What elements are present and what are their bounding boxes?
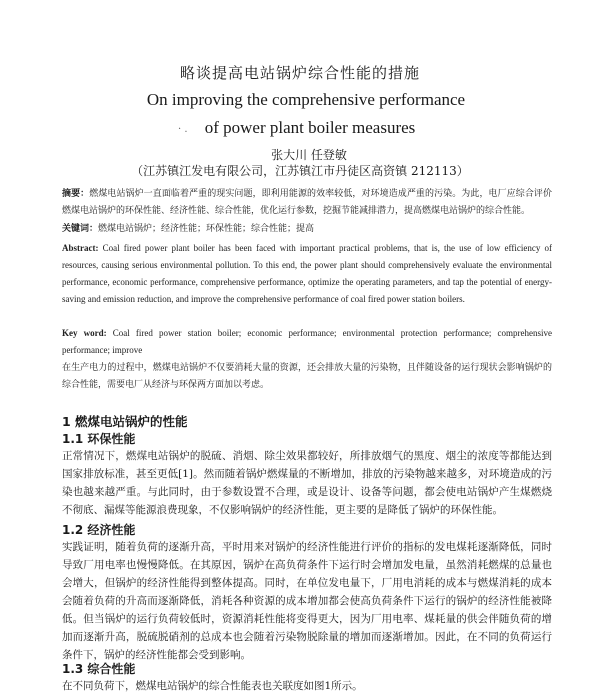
abstract-text: 燃煤电站锅炉一直面临着严重的现实问题，即利用能源的效率较低，对环境造成严重的污染。为此，电厂应综合评价燃煤电站锅炉的环保性能、经济性能、综合性能，优化运行参数，挖掘节能减排潜力，提高燃煤电站锅炉的综合性能。 <box>62 189 552 216</box>
keywords-chinese <box>62 221 552 238</box>
introduction: 在生产电力的过程中，燃煤电站锅炉不仅要消耗大量的资源，还会排放大量的污染物，且伴随设备的运行现状会影响锅炉的综合性能，需要电厂从经济与环保两方面加以考虑。 <box>62 363 552 390</box>
section-1-heading: 1 燃煤电站锅炉的性能 <box>62 414 188 429</box>
keywords-label: 关键词： <box>62 224 99 234</box>
title-chinese: 略谈提高电站锅炉综合性能的措施 <box>179 64 420 82</box>
abstract-en-label: Abstract: <box>62 243 99 253</box>
section-1-3-heading: 1.3 综合性能 <box>62 662 136 676</box>
abstract-label: 摘要： <box>62 189 90 199</box>
keywords-text: 燃煤电站锅炉；经济性能；环保性能；综合性能；提高 <box>98 224 315 234</box>
section-1-3-text: 在不同负荷下，燃煤电站锅炉的综合性能表也关联度如图1所示。 <box>62 680 363 692</box>
keywords-english <box>62 325 552 359</box>
affiliation: （江苏镇江发电有限公司，江苏镇江市丹徒区高资镇 212113） <box>131 164 469 178</box>
title-english-line1: On improving the comprehensive performance <box>146 90 466 109</box>
keywords-en-text: Coal fired power station boiler; economic performance; environmental protection performance; comprehensive performance; improve <box>62 328 552 355</box>
authors: 张大川 任登敏 <box>271 148 347 162</box>
abstract-en-text: Coal fired power plant boiler has been faced with important practical problems, that is, the use of low efficiency of resources, causing serious environmental pollution. To this end, the power plant should comprehensively evaluate the environmental performance, economic performance, comprehensive performance, optimize the operating parameters, and tap the potential of energy-saving and emission reduction, and improve the comprehensive performance of coal fired power station boilers. <box>62 243 552 304</box>
scan-artifact: · . <box>178 124 188 135</box>
section-1-1-text: 正常情况下，燃煤电站锅炉的脱硫、消烟、除尘效果都较好，所排放烟气的黑度、烟尘的浓度等都能达到国家排放标准，甚至更低[1]。然而随着锅炉燃煤量的不断增加，排放的污染物越来越多，对环境造成的污染也越来越严重。与此同时，由于参数设置不合理，或是设计、设备等问题，都会使电站锅炉产生煤燃烧不彻底、漏煤等能源浪费现象，不仅影响锅炉的经济性能，更主要的是降低了锅炉的环保性能。 <box>62 450 552 516</box>
abstract-chinese <box>62 186 552 220</box>
title-english-line2: of power plant boiler measures <box>204 118 416 137</box>
abstract-english <box>62 240 552 308</box>
section-1-1-heading: 1.1 环保性能 <box>62 432 136 446</box>
section-1-2-text: 实践证明，随着负荷的逐渐升高，平时用来对锅炉的经济性能进行评价的指标的发电煤耗逐渐降低，同时导致厂用电率也慢慢降低。在其原因，锅炉在高负荷条件下运行时会增加发电量，虽然消耗燃煤的总量也会增大，但锅炉的经济性能得到整体提高。同时，在单位发电量下，厂用电消耗的成本与燃煤消耗的成本会随着负荷的升高而逐渐降低，消耗各种资源的成本增加都会使高负荷条件下运行的锅炉的经济性能被降低。但当锅炉的运行负荷较低时，资源消耗性能将变得更大，因为厂用电率、煤耗量的供会伴随负荷的增加而逐渐升高，脱硫脱硝剂的总成本也会随着污染物脱除量的增加而逐渐增加。因此，在不同的负荷运行条件下，锅炉的经济性能都会受到影响。 <box>62 541 552 661</box>
keywords-en-label: Key word: <box>62 328 107 338</box>
section-1-2-heading: 1.2 经济性能 <box>62 523 136 537</box>
